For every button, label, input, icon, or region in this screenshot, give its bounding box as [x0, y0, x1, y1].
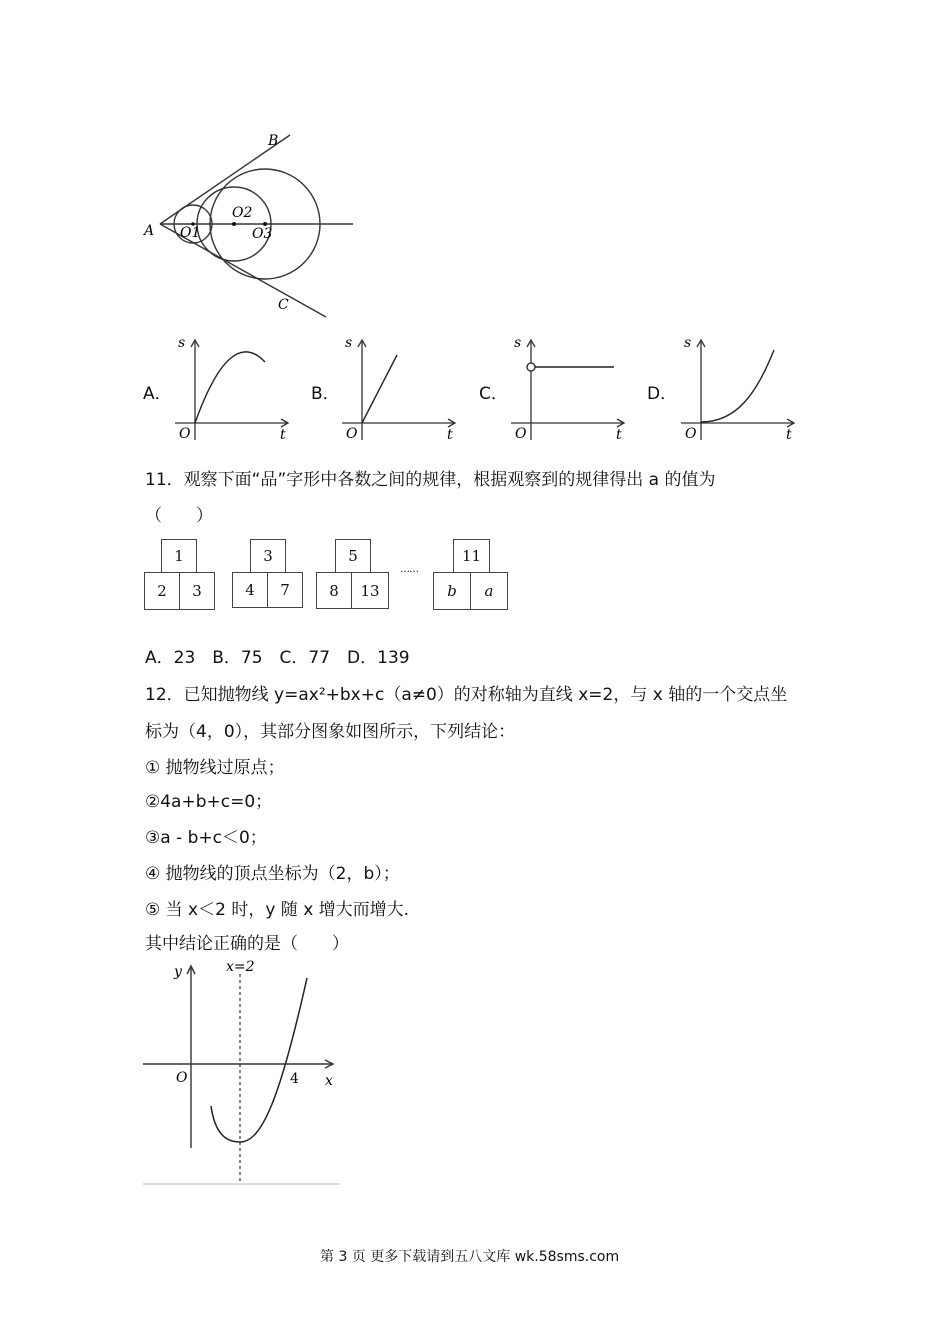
- pin3-left: 8: [316, 572, 352, 609]
- open-point-c: [527, 363, 535, 371]
- svg-text:t: t: [616, 427, 622, 443]
- curve-d: [701, 350, 774, 422]
- pin3-top: 5: [335, 539, 371, 573]
- q12-statement-1: ① 抛物线过原点；: [145, 758, 285, 778]
- label-o2: O2: [232, 205, 253, 221]
- option-c-label: C．: [479, 384, 508, 404]
- option-c-graph: [506, 335, 631, 447]
- option-b-label: B．: [311, 384, 340, 404]
- q11-stem-line1: 11．观察下面“品”字形中各数之间的规律，根据观察到的规律得出 a 的值为: [145, 470, 716, 490]
- pin2-right: 7: [267, 572, 303, 608]
- line-b: [362, 355, 397, 423]
- q12-parabola-graph: [140, 958, 345, 1186]
- label-b: B: [268, 133, 279, 149]
- svg-text:t: t: [447, 427, 453, 443]
- option-d-graph: [676, 335, 801, 447]
- curve-a: [195, 352, 265, 423]
- page-footer: 第 3 页 更多下载请到五八文库 wk.58sms.com: [320, 1249, 620, 1265]
- svg-text:O: O: [685, 426, 697, 442]
- label-o3: O3: [252, 226, 273, 242]
- svg-text:O: O: [179, 426, 191, 442]
- pin1-right: 3: [179, 572, 215, 610]
- pin2-left: 4: [232, 572, 268, 608]
- svg-text:O: O: [515, 426, 527, 442]
- svg-text:s: s: [345, 335, 353, 351]
- option-d-label: D．: [647, 384, 678, 404]
- q11-options: A．23 B．75 C．77 D．139: [145, 648, 410, 668]
- svg-text:O: O: [346, 426, 358, 442]
- svg-text:s: s: [514, 335, 522, 351]
- label-c: C: [278, 297, 289, 313]
- parabola: [211, 978, 307, 1142]
- svg-text:t: t: [786, 427, 792, 443]
- svg-text:s: s: [684, 335, 692, 351]
- pin2-top: 3: [250, 539, 286, 573]
- svg-text:O: O: [176, 1070, 188, 1086]
- q12-stem-line1: 12．已知抛物线 y=ax²+bx+c（a≠0）的对称轴为直线 x=2，与 x 轴的一个交点坐: [145, 685, 788, 705]
- pin1-left: 2: [144, 572, 180, 610]
- svg-text:x: x: [325, 1073, 333, 1089]
- option-b-graph: [337, 335, 462, 447]
- q12-question: 其中结论正确的是（ ）: [145, 934, 349, 954]
- pin4-top: 11: [453, 539, 490, 573]
- label-a: A: [144, 223, 155, 239]
- label-o1: O1: [180, 225, 201, 241]
- option-a-label: A．: [143, 384, 172, 404]
- q12-statement-4: ④ 抛物线的顶点坐标为（2，b）；: [145, 864, 400, 884]
- pin3-right: 13: [351, 572, 389, 609]
- pin1-top: 1: [161, 539, 197, 573]
- svg-text:s: s: [178, 335, 186, 351]
- pin4-right: a: [470, 572, 508, 610]
- option-a-graph: [170, 335, 295, 447]
- svg-text:x=2: x=2: [226, 959, 255, 975]
- q12-statement-5: ⑤ 当 x＜2 时，y 随 x 增大而增大.: [145, 900, 410, 920]
- q12-stem-line2: 标为（4，0），其部分图象如图所示，下列结论：: [145, 722, 516, 742]
- q12-statement-2: ②4a+b+c=0；: [145, 792, 273, 812]
- pin-ellipsis: ……: [400, 564, 418, 575]
- center-o2: [232, 222, 236, 226]
- q10-circles-figure: [140, 125, 360, 325]
- svg-text:t: t: [280, 427, 286, 443]
- pin4-left: b: [433, 572, 471, 610]
- q12-statement-3: ③a - b+c＜0；: [145, 828, 267, 848]
- q11-pin-figure: [143, 538, 509, 614]
- svg-text:y: y: [174, 964, 182, 980]
- q11-stem-line2: （ ）: [145, 506, 213, 526]
- svg-text:4: 4: [290, 1071, 299, 1087]
